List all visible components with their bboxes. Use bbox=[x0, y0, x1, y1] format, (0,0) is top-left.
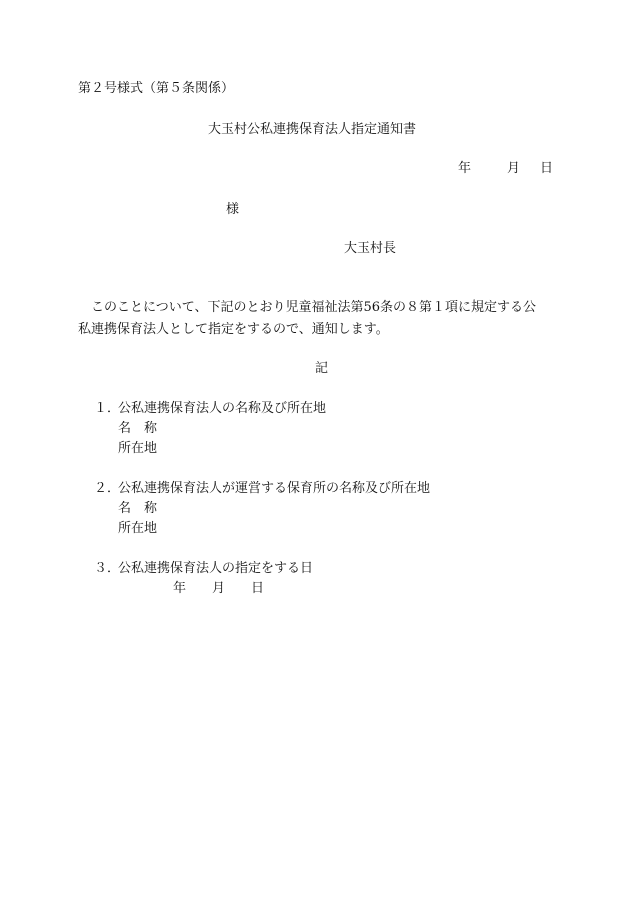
item-3-date bbox=[173, 581, 264, 597]
ki-heading: 記 bbox=[315, 361, 329, 376]
item-3-heading: 公私連携保育法人の指定をする日 bbox=[118, 561, 314, 576]
issue-date-year: 年 bbox=[458, 161, 472, 176]
item-1-number: １． bbox=[94, 401, 121, 416]
issue-date-day: 日 bbox=[540, 161, 554, 176]
item-1-field-name: 名 称 bbox=[118, 421, 158, 436]
body-line-1: このことについて、下記のとおり児童福祉法第56条の８第１項に規定する公 bbox=[78, 300, 537, 315]
item-2-number: ２． bbox=[94, 481, 121, 496]
item-3-number: ３． bbox=[94, 561, 121, 576]
issue-date bbox=[458, 161, 553, 177]
form-label: 第２号様式（第５条関係） bbox=[78, 81, 235, 96]
item-2-field-address: 所在地 bbox=[118, 521, 158, 536]
item-2-heading: 公私連携保育法人が運営する保育所の名称及び所在地 bbox=[118, 481, 431, 496]
item-3-date-month: 月 bbox=[212, 581, 226, 596]
item-3-date-day: 日 bbox=[251, 581, 265, 596]
item-1-field-address: 所在地 bbox=[118, 441, 158, 456]
item-1-heading: 公私連携保育法人の名称及び所在地 bbox=[118, 401, 327, 416]
addressee-suffix: 様 bbox=[226, 202, 240, 217]
body-line-2: 私連携保育法人として指定をするので、通知します。 bbox=[78, 322, 389, 337]
item-3-date-year: 年 bbox=[173, 581, 187, 596]
document-title: 大玉村公私連携保育法人指定通知書 bbox=[208, 122, 417, 137]
item-2-field-name: 名 称 bbox=[118, 501, 158, 516]
issue-date-month: 月 bbox=[507, 161, 521, 176]
sender: 大玉村長 bbox=[344, 241, 397, 256]
